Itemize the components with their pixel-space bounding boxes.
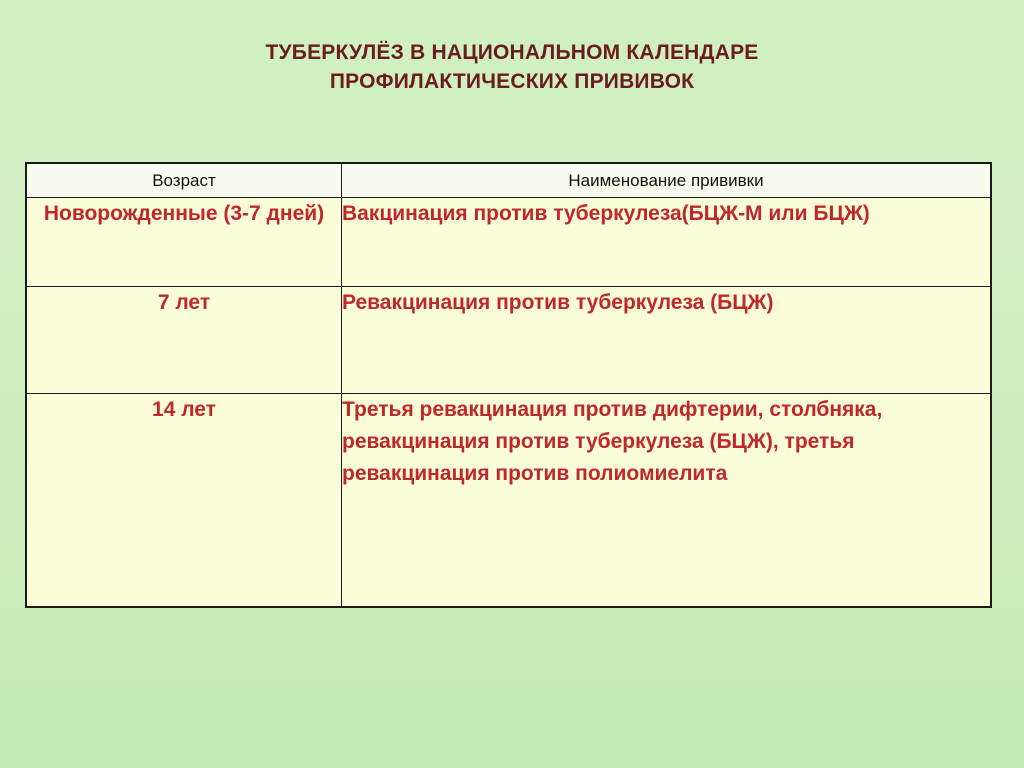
- vaccine-cell: Третья ревакцинация против дифтерии, столбняка, ревакцинация против туберкулеза (БЦЖ), третья ревакцинация против полиомиелита: [342, 394, 992, 608]
- table-row: [26, 287, 991, 394]
- slide-title-line-2: ПРОФИЛАКТИЧЕСКИХ ПРИВИВОК: [329, 70, 695, 93]
- column-header-vaccine: Наименование прививки: [342, 163, 992, 198]
- column-header-age: Возраст: [26, 163, 342, 198]
- slide-title-line-1: ТУБЕРКУЛЁЗ В НАЦИОНАЛЬНОМ КАЛЕНДАРЕ: [265, 41, 759, 64]
- age-cell: 14 лет: [26, 394, 342, 608]
- vaccine-cell: Вакцинация против туберкулеза(БЦЖ-М или БЦЖ): [342, 198, 992, 287]
- slide-title: [0, 38, 1024, 96]
- age-cell: 7 лет: [26, 287, 342, 394]
- table-row: [26, 394, 991, 608]
- age-cell: Новорожденные (3-7 дней): [26, 198, 342, 287]
- table-row: [26, 198, 991, 287]
- vaccination-table: [25, 162, 992, 608]
- table-header-row: [26, 163, 991, 198]
- vaccine-cell: Ревакцинация против туберкулеза (БЦЖ): [342, 287, 992, 394]
